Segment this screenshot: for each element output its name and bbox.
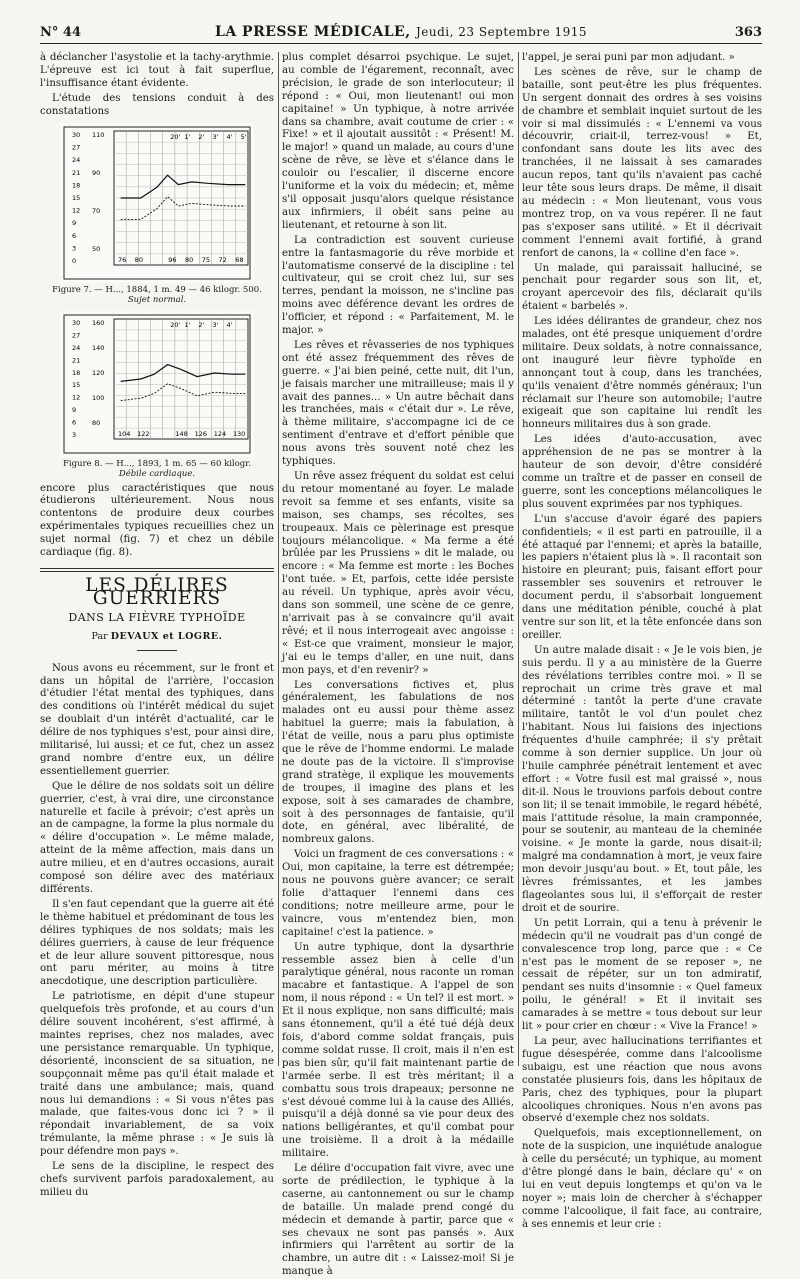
paragraph: Un malade, qui paraissait halluciné, se penchait pour regarder sous son lit, et, croyant apercevoir des fils, déclarait qu'ils étaient « barbelés ». (522, 262, 762, 313)
scale-label: 15 (72, 193, 81, 202)
day-label: 20' (170, 132, 181, 141)
page-number: 363 (734, 25, 762, 40)
column-1 (40, 52, 274, 1198)
bottom-value: 104 (118, 429, 131, 438)
figure-8-chart (60, 311, 254, 457)
figure-8-caption (63, 459, 251, 479)
day-label: 5' (240, 132, 247, 141)
bottom-value: 122 (137, 429, 150, 438)
bottom-value: 68 (235, 255, 244, 264)
scale-label: 6 (72, 418, 77, 427)
figure-7-caption (52, 285, 262, 305)
paragraph: Un autre malade disait : « Je le vois bien, je suis perdu. Il y a au ministère de la Guerre des révélations terribles contre moi. » Il se reprochait un crime très grave et mal déterminé : tantôt la perte d'une cravate militaire, tantôt le vol d'un poulet chez l'habitant. Nous lui faisions des injections fréquentes d'huile camphrée; il s'y prêtait comme à son dernier supplice. Un jour où l'huile camphrée pénétrait lentement et avec effort : « Votre fusil est mal graissé », nous dit-il. Nous le trouvions parfois debout contre son lit; il se tenait immobile, le regard hébété, mais l'attitude résolue, la main cramponnée, pour se soutenir, au manteau de la cheminée voisine. « Je monte la garde, nous disait-il; malgré ma condamnation à mort, je veux faire mon devoir jusqu'au bout. » Et, tout pâle, les lèvres frémissantes, et les jambes flageolantes sous lui, il s'efforçait de rester droit et de sourire. (522, 644, 762, 914)
pulse-label: 140 (92, 343, 105, 352)
scale-label: 3 (72, 243, 77, 252)
scale-label: 24 (72, 155, 81, 164)
day-label: 1' (184, 132, 191, 141)
paragraph: Que le délire de nos soldats soit un délire guerrier, c'est, à vrai dire, une circonstance naturelle et facile à prévoir; c'est après un an de campagne, la forme la plus normale du « délire d'occupation ». Le même malade, atteint de la même affection, mais dans un autre milieu, et en d'autres occasions, aurait composé son délire avec des matériaux différents. (40, 780, 274, 895)
article-title: LES DÉLIRES GUERRIERS (85, 574, 229, 609)
paragraph: Les scènes de rêve, sur le champ de bataille, sont peut-être les plus fréquentes. Un sergent donnait des ordres à ses voisins de chambre et semblait inquiet surtout de les voir si mal dissimulés : « L'ennemi va vous découvrir, criait-il, terrez-vous! » Et, confondant sans doute les lits avec des tranchées, il ne laissait à ses camarades aucun repos, tant qu'ils n'avaient pas caché leur tête sous leurs draps. De même, il disait au médecin : « Mon lieutenant, vous vous montrez trop, on va vous repérer. Il ne faut pas s'exposer sans utilité. » Et il décrivait comment l'ennemi avait fortifié, à grand renfort de canons, la « colline d'en face ». (522, 66, 762, 259)
scale-label: 9 (72, 405, 77, 414)
figure-7-caption-text: Figure 7. — H..., 1884, 1 m. 49 — 46 kilogr. 500. (52, 284, 262, 295)
scale-label: 21 (72, 355, 81, 364)
paragraph: Un autre typhique, dont la dysarthrie ressemble assez bien à celle d'un paralytique général, nous raconte un roman macabre et fantastique. A l'appel de son nom, il nous répond : « Un tel? il est mort. » Et il nous explique, non sans difficulté; mais sans étonnement, qu'il a été tué déjà deux fois, d'abord comme soldat français, puis comme soldat russe. Il croit, mais il n'en est pas bien sûr, qu'il fait maintenant partie de l'armée serbe. Il est très méritant; il a combattu sous trois drapeaux; personne ne s'est dévoué comme lui à la cause des Alliés, puisqu'il a déjà donné sa vie pour deux des nations belligérantes, et qu'il combat pour une troisième. Il a droit à la médaille militaire. (282, 941, 514, 1160)
scale-label: 18 (72, 180, 81, 189)
pulse-label: 90 (92, 168, 101, 177)
pulse-trace (121, 383, 246, 400)
paragraph: Un rêve assez fréquent du soldat est celui du retour momentané au foyer. Le malade revoit sa femme et ses enfants, visite sa maison, ses champs, ses récoltes, ses troupeaux. Mais ce pèlerinage est presque toujours mélancolique. « Ma ferme a été brûlée par les Prussiens » dit le malade, ou encore : « Ma femme est morte : les Boches l'ont tuée. » Et, parfois, cette idée persiste au réveil. Un typhique, après avoir vécu, dans son sommeil, une scène de ce genre, n'arrivait pas à se convaincre qu'il avait rêvé; et il nous interrogeait avec angoisse : « Est-ce que vraiment, monsieur le major, j'ai eu le temps d'aller, en une nuit, dans mon pays, et d'en revenir? » (282, 471, 514, 676)
article-authors: DEVAUX et LOGRE. (110, 630, 223, 642)
figure-7-subtitle: Sujet normal. (127, 294, 187, 305)
scale-label: 21 (72, 168, 81, 177)
pulse-label: 70 (92, 206, 101, 215)
paragraph: encore plus caractéristiques que nous étudierons ultérieurement. Nous nous contentons de produire deux courbes expérimentales typiques recueillies chez un sujet normal (fig. 7) et chez un débile cardiaque (fig. 8). (40, 482, 274, 559)
scale-label: 30 (72, 130, 81, 139)
grid-frame (114, 319, 248, 439)
bottom-value: 80 (134, 255, 144, 264)
bottom-value: 72 (218, 255, 227, 264)
figure-8 (40, 311, 274, 479)
day-label: 2' (198, 132, 205, 141)
bottom-value: 130 (232, 429, 246, 438)
bottom-value: 148 (175, 429, 188, 438)
scale-label: 9 (72, 218, 77, 227)
page-header (40, 20, 762, 44)
pulse-label: 100 (92, 393, 105, 402)
scale-label: 12 (72, 206, 81, 215)
scale-label: 3 (72, 430, 77, 439)
paragraph: l'appel, je serai puni par mon adjudant. » (522, 52, 735, 63)
scale-label: 24 (72, 343, 81, 352)
pulse-label: 50 (92, 244, 101, 253)
pulse-trace (121, 196, 246, 219)
pulse-label: 120 (92, 368, 105, 377)
column-rule (278, 52, 279, 1066)
paragraph: Le patriotisme, en dépit d'une stupeur quelquefois très profonde, et au cours d'un délire souvent incohérent, s'est affirmé, à maintes reprises, chez nos malades, avec une persistance remarquable. Un typhique, désorienté, inconscient de sa situation, ne soupçonnait même pas qu'il était malade et traité dans une ambulance; mais, quand nous lui demandions : « Si vous n'êtes pas malade, que faites-vous donc ici ? » il répondait invariablement, de sa voix trémulante, la même phrase : « Je suis là pour défendre mon pays ». (40, 991, 274, 1158)
figure-8-caption-text: Figure 8. — H..., 1893, 1 m. 65 — 60 kilogr. (62, 458, 252, 469)
day-label: 3' (212, 132, 219, 141)
day-label: 20' (170, 320, 181, 329)
short-rule (137, 650, 177, 651)
paragraph: Un petit Lorrain, qui a tenu à prévenir le médecin qu'il ne voudrait pas d'un congé de convalescence trop long, parce que : « Ce n'est pas le moment de se reposer », ne cessait de répéter, sur un ton admiratif, pendant ses nuits d'insomnie : « Quel fameux poilu, le général! » Et il invitait ses camarades à se mettre « tous debout sur leur lit » pour crier en chœur : « Vive la France! » (522, 917, 762, 1033)
paragraph: Voici un fragment de ces conversations : « Oui, mon capitaine, la terre est détrempée; nous ne pouvons guère avancer; ce serait folie d'attaquer l'ennemi dans ces conditions; notre meilleure arme, pour le vaincre, vous m'entendez bien, mon capitaine! c'est la patience. » (282, 849, 514, 938)
figure-7-chart (60, 123, 254, 283)
paragraph: Les conversations fictives et, plus généralement, les fabulations de nos malades ont eu aussi pour thème assez habituel la guerre; mais la fabulation, à l'état de veille, nous a paru plus optimiste que le rêve de l'homme endormi. Le malade ne doute pas de la victoire. Il s'improvise grand stratège, il explique les mouvements de troupes, il imagine des plans et les expose, soit à ses camarades de chambre, soit à des personnages de fantaisie, qu'il dote, en général, avec libéralité, de nombreux galons. (282, 679, 514, 846)
figure-7 (40, 123, 274, 305)
scale-label: 27 (72, 330, 81, 339)
scale-label: 30 (72, 318, 81, 327)
scale-label: 15 (72, 380, 81, 389)
scale-label: 12 (72, 393, 81, 402)
paragraph: La contradiction est souvent curieuse entre la fantasmagorie du rêve morbide et l'automatisme conservé de la discipline : tel cultivateur, qui se croit chez lui, sur ses terres, pendant la moisson, ne s'incline pas moins avec déférence devant les ordres de l'officier, et répond : « Parfaitement, M. le major. » (282, 234, 514, 337)
byline-prefix: Par (91, 630, 108, 642)
pulse-label: 160 (92, 318, 105, 327)
day-label: 4' (226, 132, 233, 141)
journal-name: LA PRESSE MÉDICALE, (214, 24, 411, 40)
paragraph: Quelquefois, mais exceptionnellement, on note de la suspicion, une inquiétude analogue à celle du persécuté; un typhique, au moment d'être plongé dans le bain, déclare qu' « on lui en veut depuis longtemps et qu'on va le noyer »; mais loin de chercher à s'échapper comme l'alcoolique, il fait face, au contraire, à ses ennemis et leur crie : (522, 1128, 762, 1230)
day-label: 2' (198, 320, 205, 329)
paragraph: Les idées d'auto-accusation, avec appréhension de ne pas se montrer à la hauteur de son devoir, d'être considéré comme un traître et de passer en conseil de guerre, sont les conceptions mélancoliques le plus souvent exprimées par nos typhiques. (522, 434, 762, 510)
paragraph: Les rêves et rêvasseries de nos typhiques ont été assez fréquemment des rêves de guerre. « J'ai bien peiné, cette nuit, dit l'un, je faisais marcher une mitrailleuse; mais il y avait des pannes... » Un autre bêchait dans les tranchées, mais « c'était dur ». Le rêve, à thème militaire, s'accompagne ici de ce sentiment d'entrave et d'effort pénible que nous avons très souvent noté chez les typhiques. (282, 339, 514, 468)
paragraph: Il s'en faut cependant que la guerre ait été le thème habituel et prédominant de tous les délires typhiques de nos soldats; mais les délires guerriers, à cause de leur fréquence et de leur allure souvent pittoresque, nous ont paru mériter, au moins à titre anecdotique, une description particulière. (40, 898, 274, 988)
pulse-label: 80 (92, 418, 101, 427)
paragraph: Nous avons eu récemment, sur le front et dans un hôpital de l'arrière, l'occasion d'étudier l'état mental des typhiques, dans des conditions où l'intérêt médical du sujet se doublait d'un intérêt d'actualité, car le délire de nos typhiques s'est, pour ainsi dire, militarisé, lui aussi; et ce fut, chez un assez grand nombre d'entre eux, un délire essentiellement guerrier. (40, 662, 274, 777)
paragraph: plus complet désarroi psychique. Le sujet, au comble de l'égarement, reconnaît, avec précision, le grade de son interlocuteur; il répond : « Oui, mon lieutenant! oui mon capitaine! » Un typhique, à notre arrivée dans sa chambre, avait coutume de crier : « Fixe! » et il ajoutait aussitôt : « Présent! M. le major! » quand un malade, au cours d'une scène de rêve, se lève et s'élance dans le couloir ou l'escalier, il discerne encore l'uniforme et la voix du médecin; et, même s'il opposait jusqu'alors quelque résistance aux infirmiers, il obéit sans peine au lieutenant, et retourne à son lit. (282, 52, 514, 231)
bottom-value: 126 (194, 429, 207, 438)
paragraph: La peur, avec hallucinations terrifiantes et fugue désespérée, comme dans l'alcoolisme subaigu, est une réaction que nous avons constatée plusieurs fois, dans les hôpitaux de Paris, chez des typhiques, pour la plupart alcooliques chroniques. Nous n'en avons pas observé d'exemple chez nos soldats. (522, 1035, 762, 1125)
column-3 (522, 52, 762, 1230)
paragraph: Le sens de la discipline, le respect des chefs survivent parfois paradoxalement, au milieu du (40, 1161, 274, 1198)
article-byline (40, 631, 274, 651)
paragraph: L'un s'accuse d'avoir égaré des papiers confidentiels; « il est parti en patrouille, il a été attaqué par l'ennemi; et après la bataille, les papiers n'étaient plus là ». Il racontait son histoire en pleurant; puis, faisant effort pour rassembler ses souvenirs et retrouver le document perdu, il s'absorbait longuement dans une méditation pénible, couché à plat ventre sur son lit, et la tête enfoncée dans son oreiller. (522, 513, 762, 641)
article-subtitle: DANS LA FIÈVRE TYPHOÏDE (68, 610, 246, 624)
bottom-value: 75 (201, 255, 211, 264)
paragraph: Les idées délirantes de grandeur, chez nos malades, ont été presque uniquement d'ordre militaire. Deux soldats, à notre connaissance, ont inauguré leur fièvre typhoïde en annonçant tout à coup, dans les tranchées, qu'ils venaient d'être nommés généraux; l'un réclamait sur l'heure son automobile; l'autre exigeait que son capitaine lui rendît les honneurs militaires dus à son grade. (522, 316, 762, 431)
scale-label: 18 (72, 368, 81, 377)
double-rule (40, 568, 274, 572)
day-label: 1' (184, 320, 191, 329)
pulse-label: 110 (92, 130, 105, 139)
column-2 (282, 52, 514, 1278)
issue-number: N° 44 (40, 25, 81, 40)
bottom-value: 80 (185, 255, 194, 264)
bottom-value: 96 (168, 255, 177, 264)
bottom-value: 76 (118, 255, 127, 264)
scale-label: 0 (72, 256, 77, 265)
figure-8-subtitle: Débile cardiaque. (118, 468, 196, 479)
issue-date: Jeudi, 23 Septembre 1915 (415, 25, 588, 39)
scale-label: 27 (72, 143, 81, 152)
paragraph: à déclancher l'asystolie et la tachy-arythmie. L'épreuve est ici tout à fait superflue, l'insuffisance étant évidente. (40, 52, 274, 89)
paragraph: L'étude des tensions conduit à des constatations (40, 92, 274, 117)
day-label: 3' (212, 320, 219, 329)
day-label: 4' (226, 320, 233, 329)
bottom-value: 124 (213, 429, 227, 438)
paragraph: Le délire d'occupation fait vivre, avec une sorte de prédilection, le typhique à la caserne, au cantonnement ou sur le champ de bataille. Un malade prend congé du médecin et demande à partir, parce que « ses chevaux ne sont pas pansés ». Aux infirmiers qui l'arrêtent au sortir de la chambre, un autre dit : « Laissez-moi! Si je manque à (282, 1163, 514, 1278)
journal-title (160, 24, 642, 40)
column-rule (518, 52, 519, 1066)
pressure-trace (121, 364, 246, 381)
scale-label: 6 (72, 231, 77, 240)
